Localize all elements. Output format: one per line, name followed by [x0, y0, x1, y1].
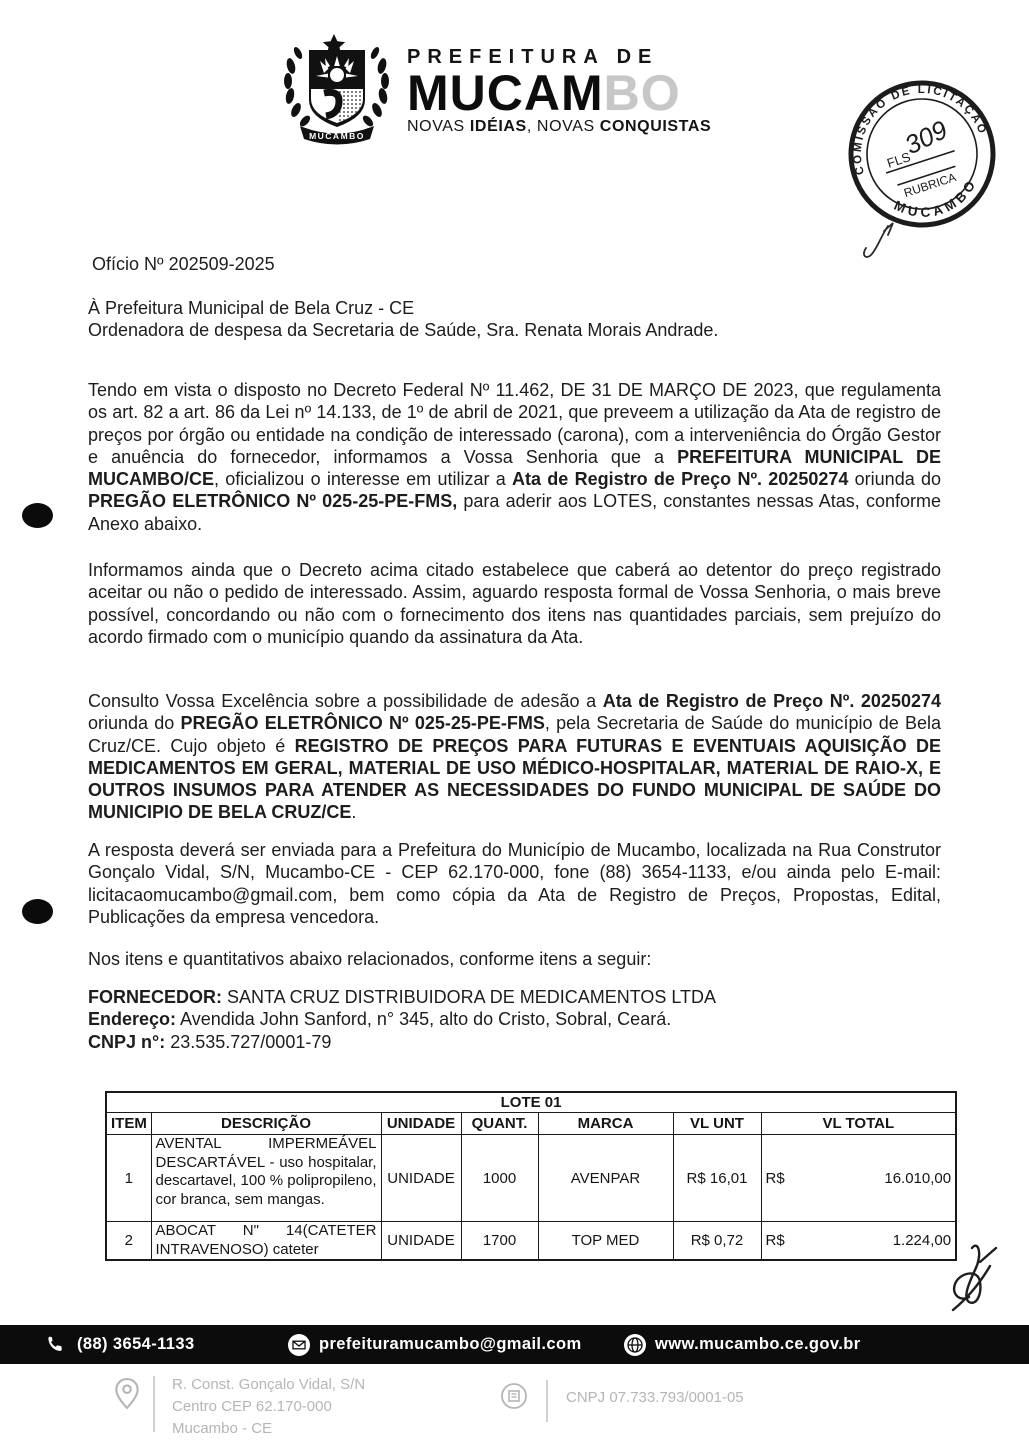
letterhead-title-top: PREFEITURA DE: [407, 46, 659, 68]
cell-descricao: AVENTAL IMPERMEÁVEL DESCARTÁVEL - uso hospitalar, descartavel, 100 % polipropileno, cor branca, sem mangas.: [151, 1135, 381, 1222]
vl-total-currency: R$: [765, 1232, 785, 1250]
cell-vl-unt: R$ 16,01: [673, 1135, 761, 1222]
supplier-block: [88, 986, 716, 1053]
cell-quant: 1700: [461, 1222, 538, 1261]
paragraph-4: A resposta deverá ser enviada para a Prefeitura do Município de Mucambo, localizada na Rua Construtor Gonçalo Vidal, S/N, Mucambo-CE - CEP 62.170-000, fone (88) 3654-1133, e/ou ainda pelo E-mail: licitacaomucambo@gmail.com, bem como cópia da Ata de Registro de Preços, Propostas, Edital, Publicações da empresa vencedora.: [88, 840, 941, 927]
paragraph-5: Nos itens e quantitativos abaixo relacionados, conforme itens a seguir:: [88, 949, 652, 969]
stamp-fls-number-handwritten: 309: [899, 114, 952, 161]
footer-website-item: [624, 1325, 861, 1364]
signature-scribble: [942, 1238, 1000, 1322]
paragraph-3: Consulto Vossa Excelência sobre a possibilidade de adesão a Ata de Registro de Preço Nº. 20250274 oriunda do PREGÃO ELETRÔNICO Nº 025-25-PE-FMS, pela Secretaria de Saúde do município de Bela Cruz/CE. Cujo objeto é REGISTRO DE PREÇOS PARA FUTURAS E EVENTUAIS AQUISIÇÃO DE MEDICAMENTOS EM GERAL, MATERIAL DE USO MÉDICO-HOSPITALAR, MATERIAL DE RAIO-X, E OUTROS INSUMOS PARA ATENDER AS NECESSIDADES DO FUNDO MUNICIPAL DE SAÚDE DO MUNICIPIO DE BELA CRUZ/CE.: [88, 691, 941, 823]
supplier-address-label: Endereço:: [88, 1009, 177, 1030]
header-vl-total: VL TOTAL: [761, 1113, 956, 1135]
supplier-cnpj-label: CNPJ n°:: [88, 1031, 166, 1052]
crest-banner-label: MUCAMBO: [309, 131, 365, 141]
vl-total-currency: R$: [765, 1169, 785, 1187]
table-header-row: [106, 1113, 956, 1135]
header-descricao: DESCRIÇÃO: [151, 1113, 381, 1135]
email-icon: [288, 1334, 310, 1356]
supplier-address-line: [88, 1008, 716, 1030]
hole-punch-mark-top: [22, 503, 53, 528]
footer-email-text: prefeituramucambo@gmail.com: [319, 1335, 582, 1353]
stamp-initials-scribble: [858, 218, 910, 262]
supplier-name-value: SANTA CRUZ DISTRIBUIDORA DE MEDICAMENTOS LTDA: [222, 987, 717, 1007]
footer-phone-item: [46, 1325, 195, 1364]
lote-01-table: [105, 1091, 957, 1261]
footer-divider: [153, 1376, 155, 1432]
stamp-arc-top-text: COMISSÃO DE LICITAÇÃO: [851, 83, 989, 177]
cell-unidade: UNIDADE: [381, 1222, 461, 1261]
header-unidade: UNIDADE: [381, 1113, 461, 1135]
vl-total-amount: 1.224,00: [892, 1232, 952, 1250]
cell-item: 2: [106, 1222, 151, 1261]
document-reference: Ofício Nº 202509-2025: [92, 254, 275, 274]
supplier-address-value: Avendida John Sanford, n° 345, alto do Cristo, Sobral, Ceará.: [176, 1009, 672, 1030]
footer-cnpj: CNPJ 07.733.793/0001-05: [566, 1389, 744, 1406]
cell-unidade: UNIDADE: [381, 1135, 461, 1222]
supplier-cnpj-line: [88, 1031, 716, 1053]
table-lote-title-row: [106, 1092, 956, 1113]
stamp-arc-bottom-text: MUCAMBO: [891, 175, 981, 221]
cell-quant: 1000: [461, 1135, 538, 1222]
supplier-cnpj-value: 23.535.727/0001-79: [165, 1031, 332, 1052]
supplier-name-line: [88, 986, 716, 1008]
table-row: [106, 1222, 956, 1261]
footer-address-line-1: R. Const. Gonçalo Vidal, S/N: [172, 1376, 366, 1393]
letterhead-tagline: NOVAS IDÉIAS, NOVAS CONQUISTAS: [407, 118, 712, 135]
recipient-block: [88, 297, 718, 342]
footer-divider: [546, 1380, 548, 1422]
paragraph-2: Informamos ainda que o Decreto acima citado estabelece que caberá ao detentor do preço registrado aceitar ou não o pedido de interessado. Assim, aguardo resposta formal de Vossa Senhoria, o mais breve possível, concordando ou não com o fornecimento dos itens nas quantidades parciais, sem prejuízo do acordo firmado com o município quando da assinatura da Ata.: [88, 560, 941, 647]
recipient-line-2: Ordenadora de despesa da Secretaria de Saúde, Sra. Renata Morais Andrade.: [88, 320, 719, 341]
vl-total-amount: 16.010,00: [884, 1169, 952, 1187]
crest-left-wheat: [284, 46, 312, 128]
footer-website-text: www.mucambo.ce.gov.br: [655, 1335, 861, 1353]
table-row: [106, 1135, 956, 1222]
footer-address-line-3: Mucambo - CE: [172, 1420, 273, 1437]
footer-email-item: [288, 1325, 582, 1364]
recipient-line-1: À Prefeitura Municipal de Bela Cruz - CE: [88, 298, 415, 318]
cell-marca: TOP MED: [538, 1222, 673, 1261]
header-marca: MARCA: [538, 1113, 673, 1135]
supplier-name-label: FORNECEDOR:: [88, 987, 222, 1007]
footer-phone-text: (88) 3654-1133: [77, 1335, 195, 1353]
footer-address: [172, 1374, 365, 1440]
header-item: ITEM: [106, 1113, 151, 1135]
table-lote-title: LOTE 01: [106, 1092, 956, 1113]
cell-descricao: ABOCAT N" 14(CATETER INTRAVENOSO) cateter: [151, 1222, 381, 1261]
cell-vl-unt: R$ 0,72: [673, 1222, 761, 1261]
phone-icon: [46, 1334, 68, 1356]
cell-item: 1: [106, 1135, 151, 1222]
mucambo-coat-of-arms: [278, 34, 396, 151]
footer-address-line-2: Centro CEP 62.170-000: [172, 1398, 332, 1415]
footer-contact-band: [0, 1325, 1029, 1364]
crest-right-branch: [361, 46, 389, 128]
header-quant: QUANT.: [461, 1113, 538, 1135]
globe-icon: [624, 1334, 646, 1356]
cell-marca: AVENPAR: [538, 1135, 673, 1222]
cnpj-icon: [500, 1382, 528, 1410]
stamp-fls-label: FLS: [884, 149, 913, 171]
cell-vl-total: [761, 1135, 956, 1222]
cell-vl-total: [761, 1222, 956, 1261]
letterhead-wordmark: [407, 46, 711, 136]
letterhead-city-name: [407, 65, 711, 121]
header-vl-unt: VL UNT: [673, 1113, 761, 1135]
stamp-rubrica-label: RUBRICA: [902, 170, 958, 201]
paragraph-1: Tendo em vista o disposto no Decreto Federal Nº 11.462, DE 31 DE MARÇO DE 2023, que regulamenta os art. 82 a art. 86 da Lei nº 14.133, de 1º de abril de 2021, que preveem a utilização da Ata de registro de preços por órgão ou entidade na condição de interessado (carona), com a interveniência do Órgão Gestor e anuência do fornecedor, informamos a Vossa Senhoria que a PREFEITURA MUNICIPAL DE MUCAMBO/CE, oficializou o interesse em utilizar a Ata de Registro de Preço Nº. 20250274 oriunda do PREGÃO ELETRÔNICO Nº 025-25-PE-FMS, para aderir aos LOTES, constantes nessas Atas, conforme Anexo abaixo.: [88, 380, 942, 534]
hole-punch-mark-bottom: [22, 899, 53, 924]
letterhead-city-name-solid: MUCAM: [407, 65, 604, 121]
letterhead-city-name-faded: BO: [603, 65, 681, 121]
location-pin-icon: [114, 1378, 140, 1410]
